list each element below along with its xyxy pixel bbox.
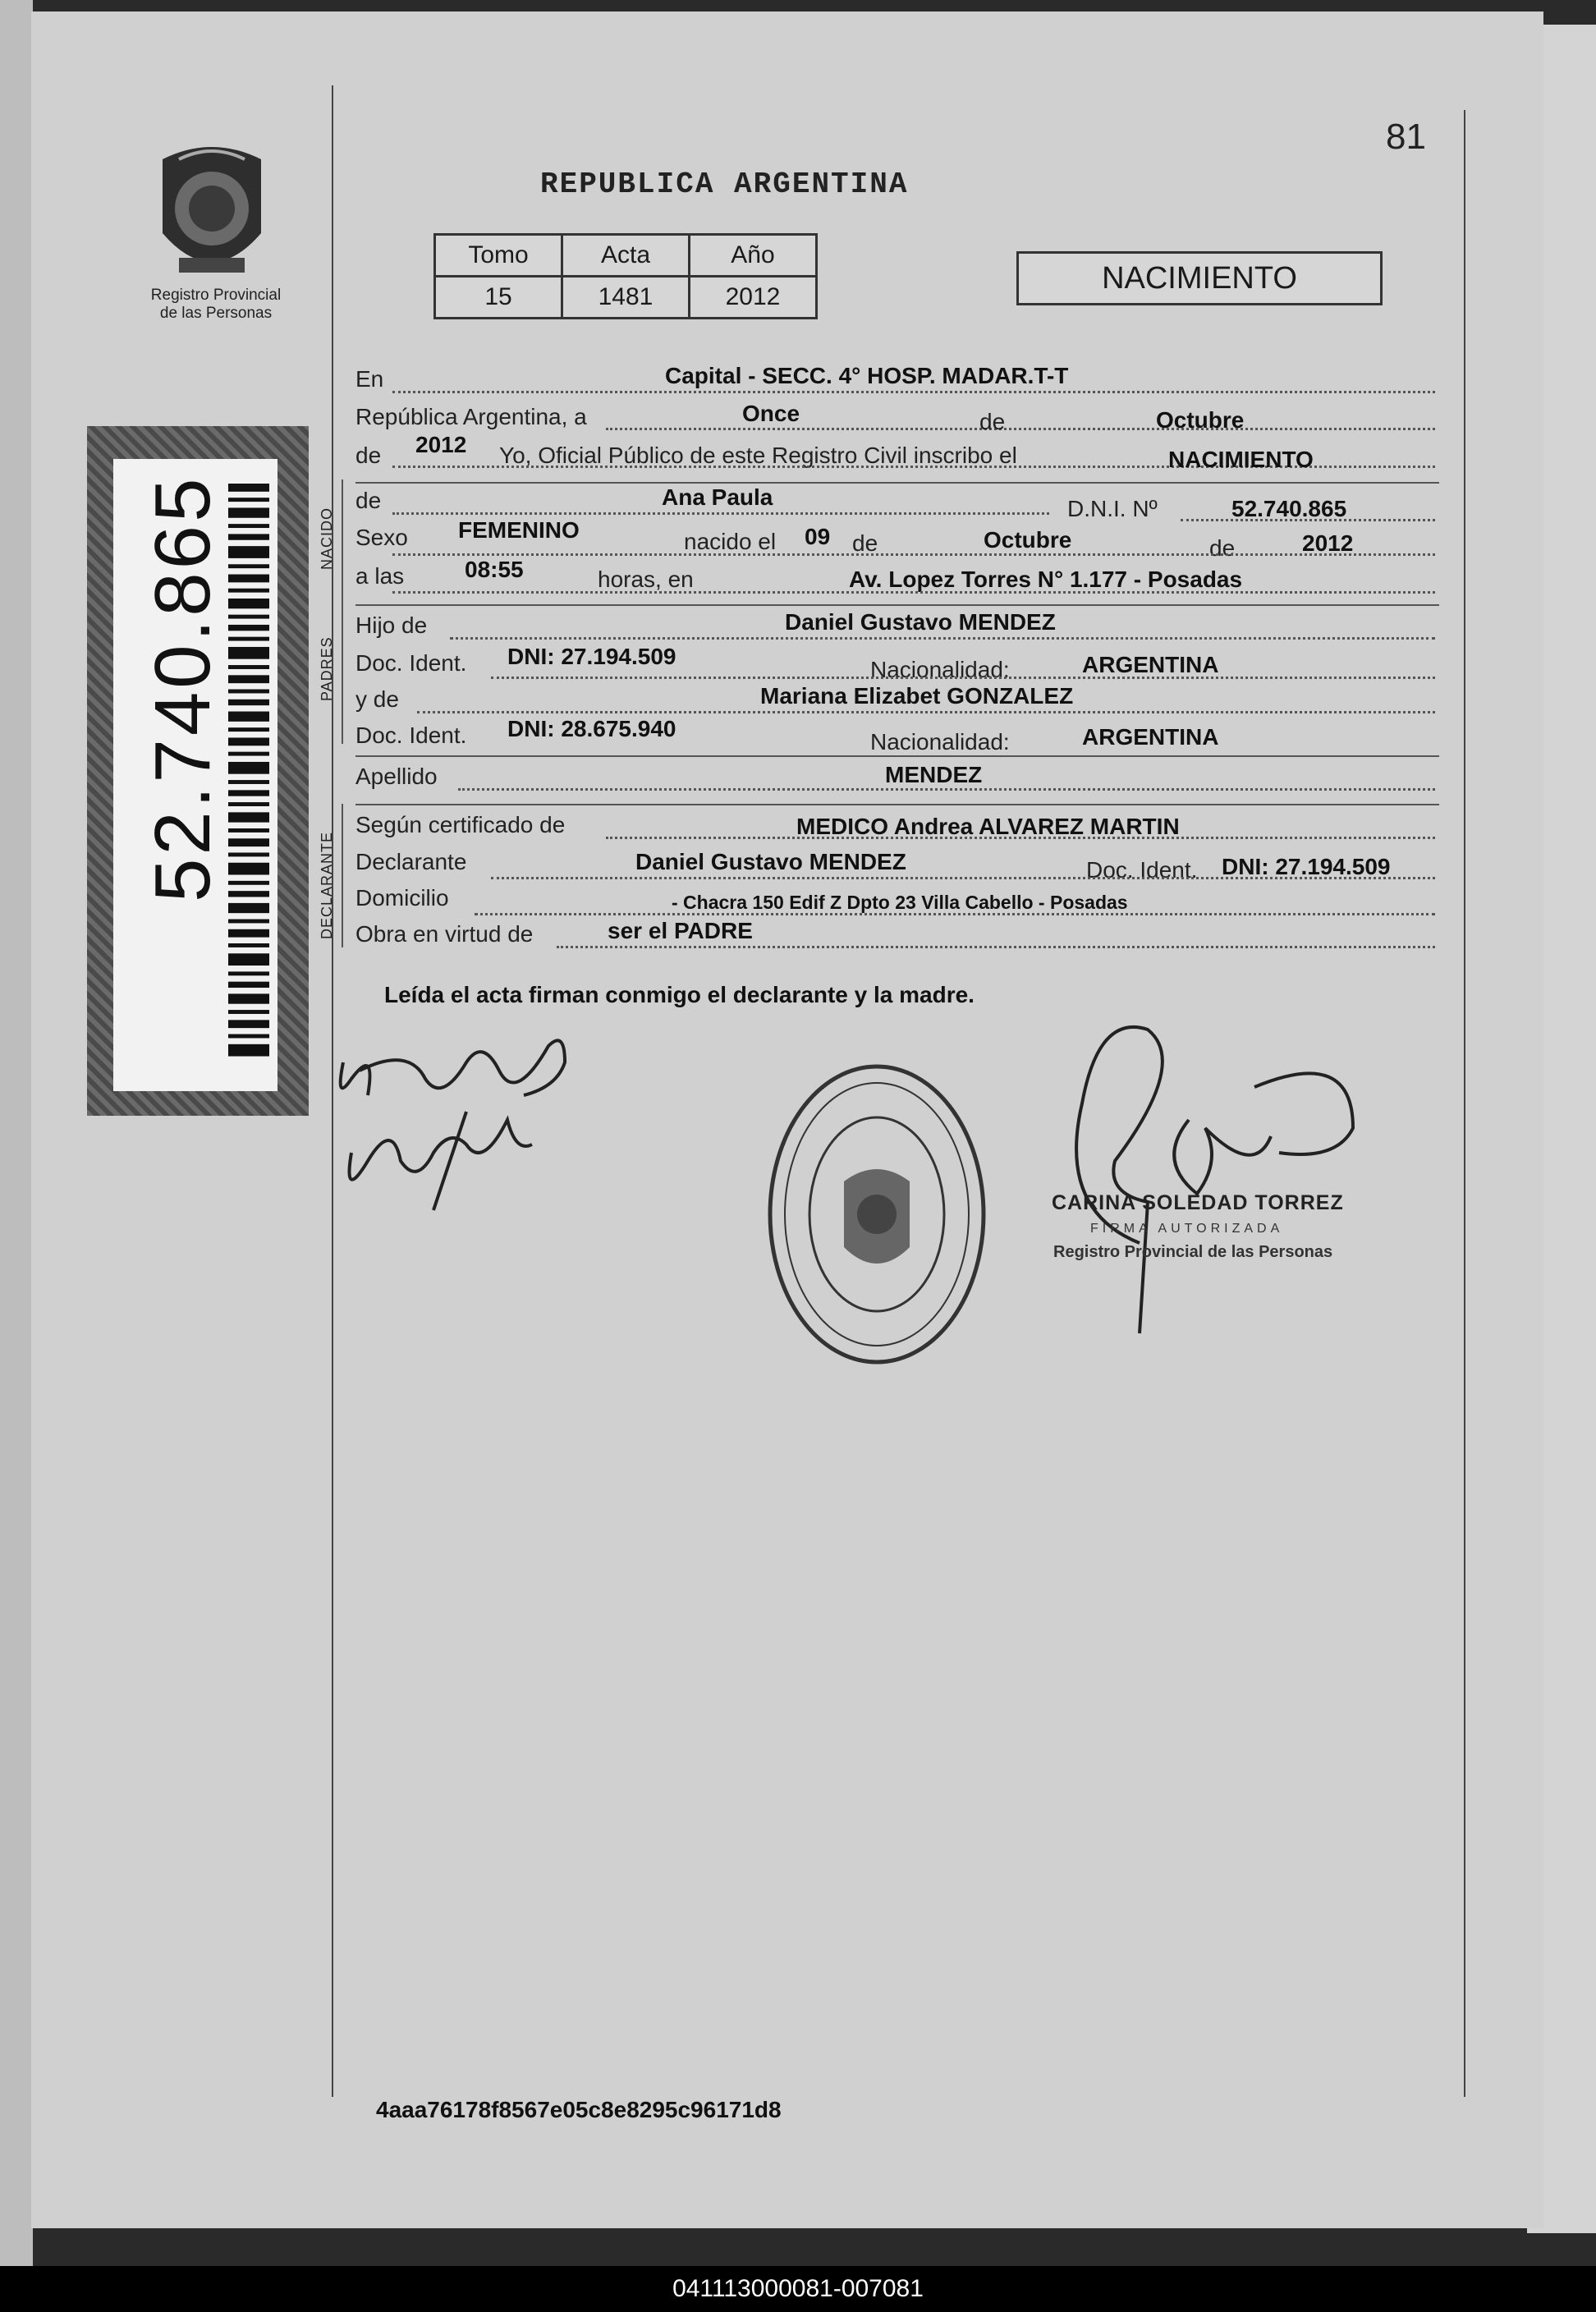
mother-nat-value: ARGENTINA <box>1082 724 1219 750</box>
de2-label: de <box>355 443 382 468</box>
de-label: de <box>979 409 1006 434</box>
year-value: 2012 <box>415 432 467 457</box>
officer-name: CARINA SOLEDAD TORREZ <box>1052 1191 1344 1214</box>
header-acta: Acta <box>562 235 690 277</box>
logo-caption <box>113 287 319 323</box>
baby-dni-value: 52.740.865 <box>1231 496 1347 521</box>
birth-day-value: 09 <box>805 524 831 549</box>
page-number: 81 <box>1386 117 1426 157</box>
horas-label: horas, en <box>598 567 694 592</box>
yo-label: Yo, Oficial Público de este Registro Civil inscribo el <box>499 443 1017 468</box>
dotted-line <box>458 788 1435 791</box>
document-hash: 4aaa76178f8567e05c8e8295c96171d8 <box>376 2097 782 2122</box>
act-value: NACIMIENTO <box>1168 447 1314 472</box>
section-divider <box>355 755 1439 757</box>
father-doc-label: Doc. Ident. <box>355 650 467 676</box>
birth-year-value: 2012 <box>1302 530 1354 556</box>
document-title: REPUBLICA ARGENTINA <box>540 167 909 201</box>
nacido-de3-label: de <box>1209 535 1236 561</box>
page-shadow <box>0 0 33 2266</box>
barcode-icon <box>228 484 269 1058</box>
domicilio-label: Domicilio <box>355 885 449 911</box>
declarante-doc-label: Doc. Ident. <box>1086 857 1198 883</box>
hijo-de-label: Hijo de <box>355 612 428 638</box>
nacido-el-label: nacido el <box>684 529 777 554</box>
section-bar <box>342 604 343 744</box>
mother-doc-label: Doc. Ident. <box>355 722 467 748</box>
sexo-value: FEMENINO <box>458 517 580 543</box>
dotted-line <box>475 913 1435 915</box>
officer-office: Registro Provincial de las Personas <box>1053 1243 1333 1261</box>
section-divider <box>355 482 1439 484</box>
logo-caption-line1: Registro Provincial <box>150 287 282 304</box>
value-acta: 1481 <box>562 277 690 319</box>
declarante-section-label: DECLARANTE <box>319 831 335 939</box>
official-stamp-icon <box>762 1058 992 1370</box>
apellido-value: MENDEZ <box>885 762 983 787</box>
mother-doc-value: DNI: 28.675.940 <box>507 716 676 741</box>
declarant-signature-icon <box>319 1013 589 1218</box>
birth-place-value: Av. Lopez Torres N° 1.177 - Posadas <box>849 567 1243 592</box>
sexo-label: Sexo <box>355 525 408 550</box>
nacido-de-label: de <box>355 488 382 513</box>
value-tomo: 15 <box>435 277 562 319</box>
record-table <box>433 233 818 319</box>
republica-label: República Argentina, a <box>355 404 587 429</box>
record-type-box: NACIMIENTO <box>1016 251 1383 305</box>
en-label: En <box>355 366 384 392</box>
dotted-line <box>606 428 1435 430</box>
dotted-line <box>450 637 1435 640</box>
en-value: Capital - SECC. 4° HOSP. MADAR.T-T <box>665 363 1069 388</box>
mother-nat-label: Nacionalidad: <box>870 729 1010 755</box>
dotted-line <box>392 591 1435 594</box>
birth-month-value: Octubre <box>984 527 1072 553</box>
dotted-line <box>392 512 1049 515</box>
dotted-line <box>491 677 1435 679</box>
section-divider <box>355 604 1439 606</box>
vertical-dni-number: 52.740.865 <box>139 475 227 902</box>
value-ano: 2012 <box>690 277 817 319</box>
dotted-line <box>392 391 1435 393</box>
baby-name-value: Ana Paula <box>662 484 773 510</box>
father-doc-value: DNI: 27.194.509 <box>507 644 676 669</box>
dotted-line <box>392 553 1435 556</box>
province-emblem-icon <box>146 135 277 291</box>
closing-statement: Leída el acta firman conmigo el declarante y la madre. <box>384 982 975 1007</box>
day-value: Once <box>742 401 800 426</box>
declarante-doc-value: DNI: 27.194.509 <box>1222 854 1391 879</box>
security-strip-inner <box>113 459 277 1091</box>
domicilio-value: - Chacra 150 Edif Z Dpto 23 Villa Cabello - Posadas <box>672 892 1128 913</box>
cert-label: Según certificado de <box>355 812 566 837</box>
cert-value: MEDICO Andrea ALVAREZ MARTIN <box>796 814 1180 839</box>
padres-section-label: PADRES <box>319 636 335 701</box>
header-tomo: Tomo <box>435 235 562 277</box>
footer-id: 041113000081-007081 <box>0 2266 1596 2312</box>
nacido-section-label: NACIDO <box>319 507 335 570</box>
section-bar <box>342 804 343 947</box>
declarante-value: Daniel Gustavo MENDEZ <box>635 849 906 874</box>
officer-signature-icon <box>1008 997 1378 1342</box>
alas-label: a las <box>355 563 405 589</box>
declarante-label: Declarante <box>355 849 467 874</box>
certificate-page <box>31 11 1543 2228</box>
month-value: Octubre <box>1156 407 1245 433</box>
mother-name-value: Mariana Elizabet GONZALEZ <box>760 683 1074 709</box>
y-de-label: y de <box>355 686 399 712</box>
father-name-value: Daniel Gustavo MENDEZ <box>785 609 1056 635</box>
dotted-line <box>491 877 1435 879</box>
header-ano: Año <box>690 235 817 277</box>
dni-label: D.N.I. Nº <box>1067 496 1158 521</box>
obra-label: Obra en virtud de <box>355 921 534 947</box>
logo-caption-line2: de las Personas <box>159 305 273 322</box>
dotted-line <box>557 946 1435 948</box>
section-bar <box>342 479 343 604</box>
obra-value: ser el PADRE <box>608 918 753 943</box>
section-divider <box>355 804 1439 805</box>
dotted-line <box>417 711 1435 713</box>
father-nat-value: ARGENTINA <box>1082 652 1219 677</box>
officer-role: FIRMA AUTORIZADA <box>1090 1222 1284 1236</box>
apellido-label: Apellido <box>355 764 438 789</box>
right-margin-rule <box>1464 110 1465 2097</box>
father-nat-label: Nacionalidad: <box>870 657 1010 682</box>
birth-time-value: 08:55 <box>465 557 524 582</box>
nacido-de2-label: de <box>852 530 878 556</box>
